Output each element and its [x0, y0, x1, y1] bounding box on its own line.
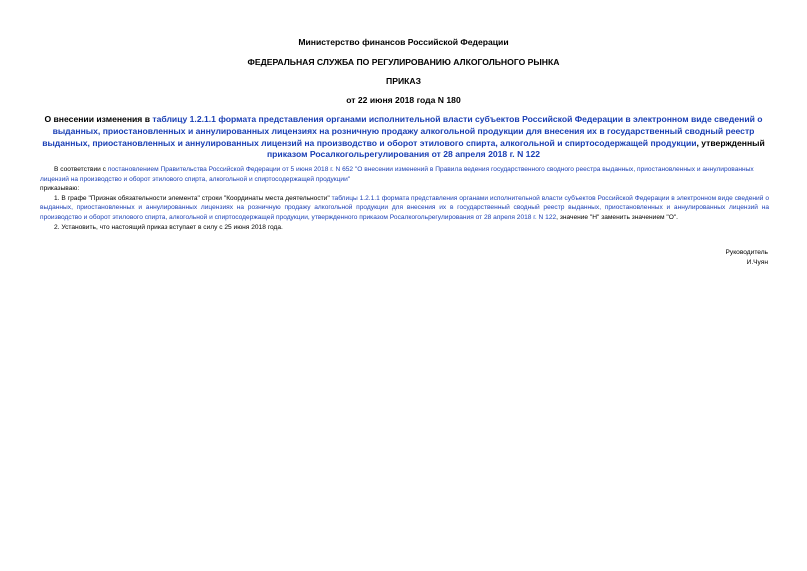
service-heading: ФЕДЕРАЛЬНАЯ СЛУЖБА ПО РЕГУЛИРОВАНИЮ АЛКОГОЛЬНОГО РЫНКА [247, 57, 560, 67]
item-2-paragraph: 2. Установить, что настоящий приказ вступает в силу с 25 июня 2018 года. [54, 223, 283, 231]
signature-name: И.Чуян [746, 259, 768, 266]
intro-paragraph [40, 165, 769, 184]
ministry-heading: Министерство финансов Российской Федерации [298, 37, 509, 47]
orders-line: приказываю: [40, 185, 80, 193]
title-middle: , утвержденный [696, 137, 765, 148]
signature-position: Руководитель [725, 249, 768, 256]
title-link-order[interactable]: приказом Росалкогольрегулирования от 28 апреля 2018 г. N 122 [266, 149, 540, 160]
title-prefix: О внесении изменения в [44, 114, 153, 124]
document-type: ПРИКАЗ [386, 76, 421, 86]
intro-prefix: В соответствии с [54, 166, 108, 173]
title-link-table[interactable]: таблицу 1.2.1.1 формата представления органами исполнительной власти субъектов Российской Федерации в электронном виде сведений о выданных, приостановленных и аннулированных лицензиях на розничную продажу алкогольной продукции для внесения их в государственный сводный реестр выданных, приостановленных и аннулированных лицензий на производство и оборот этилового спирта, алкогольной и спиртосодержащей продукции [42, 114, 763, 148]
document-title [40, 114, 767, 161]
document-body [40, 165, 769, 232]
item-1-link[interactable]: таблицы 1.2.1.1 формата представления органами исполнительной власти субъектов Российской Федерации в электронном виде сведений о выданных, приостановленных и аннулированных лицензиях на розничную продажу алкогольной продукции для внесения их в государственный сводный реестр выданных, приостановленных и аннулированных лицензий на производство и оборот этилового спирта, алкогольной и спиртосодержащей продукции, утвержденного приказом Росалкогольрегулирования от 28 апреля 2018 г. N 122 [40, 194, 769, 221]
document-date-number: от 22 июня 2018 года N 180 [346, 95, 461, 105]
item-1-prefix: 1. В графе "Признак обязательности элемента" строки "Координаты места деятельности" [54, 194, 332, 202]
item-1-suffix: , значение "Н" заменить значением "О". [556, 213, 678, 221]
item-1-paragraph [40, 194, 769, 223]
intro-link-resolution[interactable]: постановлением Правительства Российской Федерации от 5 июня 2018 г. N 652 "О внесении изменений в Правила ведения государственного сводного реестра выданных, приостановленных и аннулированных лицензий на производство и оборот этилового спирта, алкогольной и спиртосодержащей продукции" [40, 166, 754, 183]
